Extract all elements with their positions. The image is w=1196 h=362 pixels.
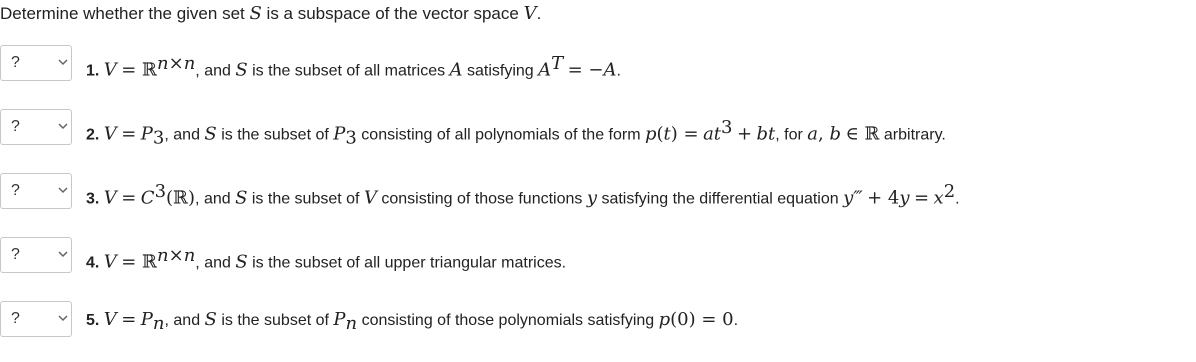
- dropdown-value: ?: [11, 246, 20, 263]
- chevron-down-icon: [57, 120, 69, 132]
- question-item-3: [0, 173, 1196, 213]
- item-text-5: 5. $V = P_n$, and S is the subset of $P_n$ consisting of those polynomials satisfying p(0) = 0.: [86, 309, 739, 335]
- dropdown-value: ?: [11, 118, 20, 135]
- question-item-2: [0, 109, 1196, 149]
- prompt-text: Determine whether the given set: [0, 4, 250, 23]
- answer-dropdown-5[interactable]: [0, 301, 72, 337]
- dropdown-value: ?: [11, 310, 20, 327]
- dropdown-value: ?: [11, 54, 20, 71]
- question-prompt: Determine whether the given set S is a subspace of the vector space V.: [0, 3, 542, 24]
- answer-dropdown-1[interactable]: [0, 45, 72, 81]
- chevron-down-icon: [57, 248, 69, 260]
- item-text-2: 2. $V = P_3$, and S is the subset of $P_3$ consisting of all polynomials of the form $p(t) = at^3$ + bt, for a, b ∈ ℝ arbitrary.: [86, 117, 946, 149]
- item-text-4: 4. V = ℝ$^{n\times n}$, and S is the subset of all upper triangular matrices.: [86, 245, 567, 273]
- question-item-1: [0, 45, 1196, 85]
- answer-dropdown-3[interactable]: [0, 173, 72, 209]
- question-item-5: [0, 301, 1196, 341]
- prompt-text: is a subspace of the vector space: [261, 4, 524, 23]
- item-text-3: 3. $V = C^3(ℝ)$, and S is the subset of V consisting of those functions y satisfying the differential equation y‴ + $4y = x^2$.: [86, 181, 960, 209]
- space-symbol: V: [523, 3, 537, 24]
- chevron-down-icon: [57, 184, 69, 196]
- chevron-down-icon: [57, 312, 69, 324]
- question-item-4: [0, 237, 1196, 277]
- chevron-down-icon: [57, 56, 69, 68]
- set-symbol: S: [249, 3, 262, 24]
- item-text-1: 1. V = ℝ$^{n\times n}$, and S is the subset of all matrices A satisfying $A^T = -A$.: [86, 53, 621, 81]
- answer-dropdown-4[interactable]: [0, 237, 72, 273]
- answer-dropdown-2[interactable]: [0, 109, 72, 145]
- dropdown-value: ?: [11, 182, 20, 199]
